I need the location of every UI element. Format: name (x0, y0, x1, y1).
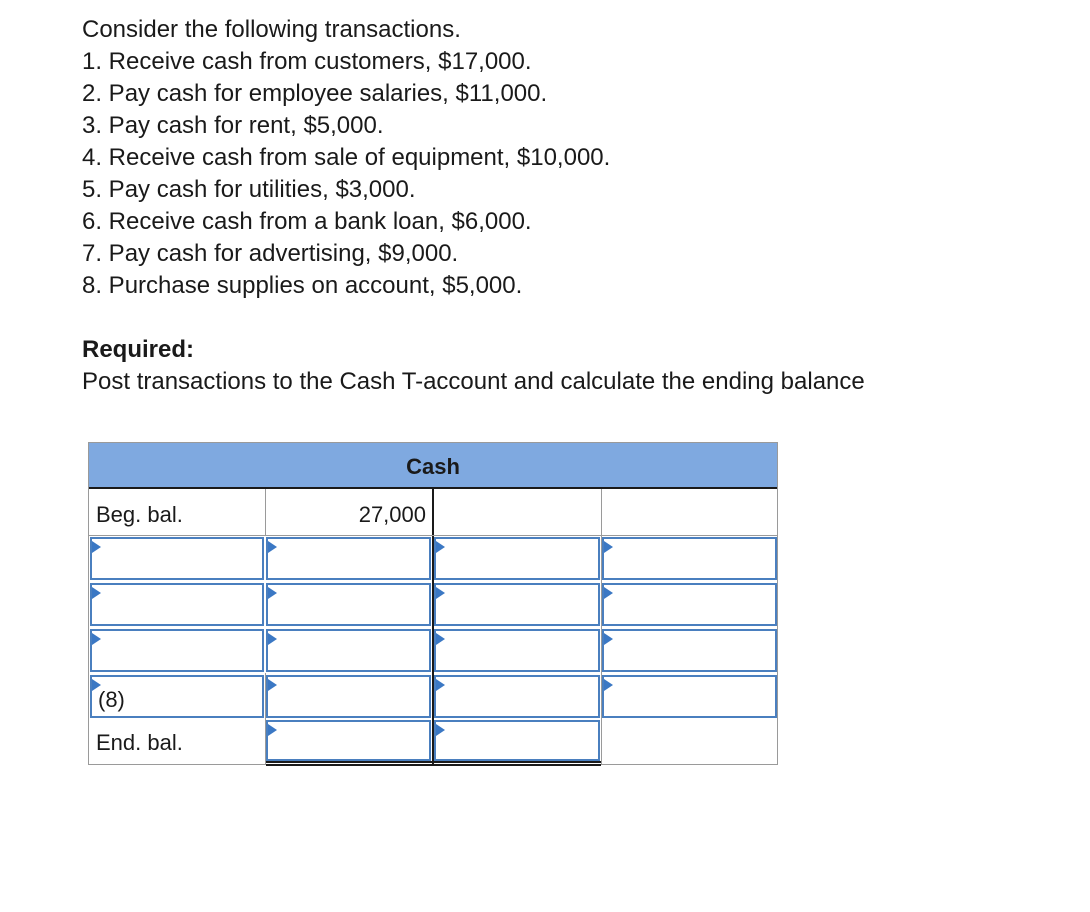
dropdown-marker-icon (268, 633, 277, 645)
transaction-item: 3. Pay cash for rent, $5,000. (82, 112, 384, 139)
credit-amount-input[interactable] (602, 675, 777, 718)
row-8-label: (8) (98, 687, 125, 712)
t-account-title: Cash (89, 443, 777, 489)
transaction-item: 5. Pay cash for utilities, $3,000. (82, 176, 416, 203)
transaction-item: 7. Pay cash for advertising, $9,000. (82, 240, 459, 267)
dropdown-marker-icon (436, 587, 445, 599)
left-label-input[interactable] (90, 583, 264, 626)
left-label-input[interactable] (90, 675, 264, 718)
dropdown-marker-icon (436, 724, 445, 736)
required-instruction: Post transactions to the Cash T-account and calculate the ending balance (82, 368, 865, 395)
cash-t-account (88, 442, 778, 765)
debit-amount-input[interactable] (266, 629, 431, 672)
beg-bal-debit-value: 27,000 (358, 502, 426, 527)
dropdown-marker-icon (604, 679, 613, 691)
transaction-item: 1. Receive cash from customers, $17,000. (82, 48, 532, 75)
right-label-input[interactable] (434, 537, 600, 580)
dropdown-marker-icon (268, 679, 277, 691)
dropdown-marker-icon (604, 541, 613, 553)
beg-bal-credit-blank (434, 490, 601, 536)
debit-amount-input[interactable] (266, 537, 431, 580)
right-label-input[interactable] (434, 675, 600, 718)
dropdown-marker-icon (436, 633, 445, 645)
end-bal-debit-input[interactable] (266, 720, 431, 761)
right-label-input[interactable] (434, 583, 600, 626)
intro-lead: Consider the following transactions. (82, 16, 461, 43)
dropdown-marker-icon (92, 541, 101, 553)
beg-bal-label: Beg. bal. (96, 502, 183, 527)
dropdown-marker-icon (436, 541, 445, 553)
grid-line (601, 489, 602, 765)
dropdown-marker-icon (268, 724, 277, 736)
dropdown-marker-icon (92, 587, 101, 599)
double-underline (266, 761, 601, 766)
dropdown-marker-icon (92, 633, 101, 645)
credit-amount-input[interactable] (602, 629, 777, 672)
dropdown-marker-icon (436, 679, 445, 691)
required-heading: Required: (82, 336, 195, 363)
dropdown-marker-icon (268, 541, 277, 553)
transaction-item: 6. Receive cash from a bank loan, $6,000. (82, 208, 532, 235)
end-bal-credit-input[interactable] (434, 720, 600, 761)
dropdown-marker-icon (604, 633, 613, 645)
left-label-input[interactable] (90, 537, 264, 580)
left-label-input[interactable] (90, 629, 264, 672)
credit-amount-input[interactable] (602, 537, 777, 580)
debit-amount-input[interactable] (266, 583, 431, 626)
debit-amount-input[interactable] (266, 675, 431, 718)
transaction-item: 2. Pay cash for employee salaries, $11,000. (82, 80, 548, 107)
end-bal-label: End. bal. (96, 730, 183, 755)
dropdown-marker-icon (268, 587, 277, 599)
right-label-input[interactable] (434, 629, 600, 672)
transaction-list (82, 14, 610, 302)
credit-amount-input[interactable] (602, 583, 777, 626)
dropdown-marker-icon (604, 587, 613, 599)
required-section (82, 334, 865, 398)
transaction-item: 4. Receive cash from sale of equipment, $10,000. (82, 144, 611, 171)
transaction-item: 8. Purchase supplies on account, $5,000. (82, 272, 523, 299)
